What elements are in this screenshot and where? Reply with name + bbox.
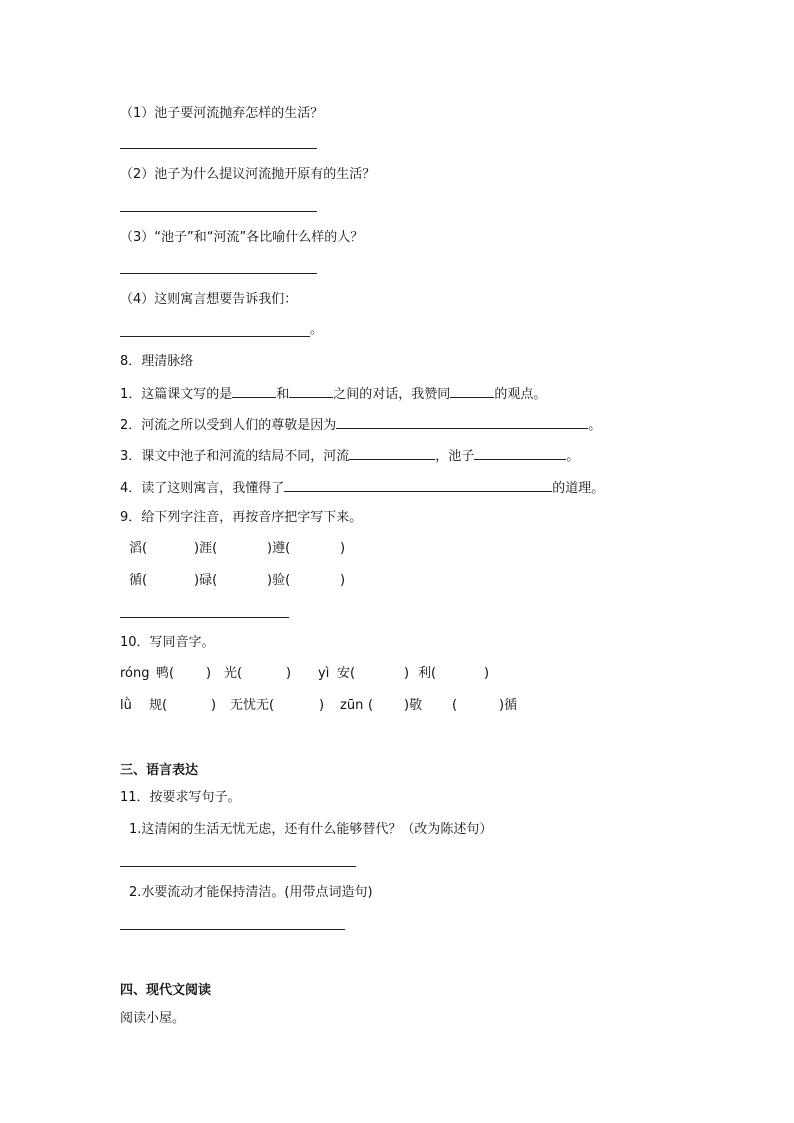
q10-r1-pinyin2: yì [318,666,330,681]
q10-r2-close2: ) [319,698,325,713]
q10-r2-close1: ) [211,698,217,713]
q10-r1-item1: 鸭( [156,666,175,681]
answer-line[interactable] [120,929,345,930]
q7-period: 。 [310,322,324,337]
q10-r1-item3: 安( [337,666,356,681]
answer-line[interactable] [120,866,356,867]
answer-line[interactable] [120,336,310,337]
q9-title: 9．给下列字注音，再按音序把字写下来。 [120,510,363,525]
q8-line4: 4．读了这则寓言，我懂得了 的道理。 [120,481,605,496]
q8-title: 8．理清脉络 [120,354,194,369]
section4-title: 四、现代文阅读 [120,983,212,998]
q9-row1-a: 滔( [129,541,148,556]
q10-r2-pinyin2: zūn [340,698,364,713]
answer-line[interactable] [120,273,317,274]
q9-row2-d: ) [340,573,346,588]
q10-r1-item4: 利( [418,666,437,681]
q10-r1-close4: ) [484,666,490,681]
blank[interactable] [474,447,566,460]
q11-title: 11．按要求写句子。 [120,790,241,805]
q9-row1-d: ) [340,541,346,556]
q9-row2-a: 循( [129,573,148,588]
q10-r2-close3: )敬 [404,698,423,713]
q10-r2-item1: 规( [149,698,168,713]
answer-line[interactable] [120,148,317,149]
blank[interactable] [232,385,276,398]
q10-r2-item4: ( [452,698,458,713]
q10-r2-pinyin1: lǜ [120,698,132,713]
section4-subtitle: 阅读小屋。 [120,1011,186,1026]
q10-title: 10．写同音字。 [120,635,215,650]
q10-r1-close1: ) [206,666,212,681]
q11-sentence1: 1.这清闲的生活无忧无虑，还有什么能够替代？（改为陈述句） [129,822,493,837]
q9-row2-b: )碌( [194,573,218,588]
q10-r1-close2: ) [286,666,292,681]
q8-line2: 2．河流之所以受到人们的尊敬是因为 。 [120,418,602,433]
blank[interactable] [349,447,435,460]
blank[interactable] [450,385,494,398]
q10-r1-pinyin1: róng [120,666,150,681]
answer-line[interactable] [120,617,289,618]
q9-row1-c: )遵( [267,541,291,556]
blank[interactable] [284,479,552,492]
q8-line1: 1．这篇课文写的是 和 之间的对话，我赞同 的观点。 [120,387,547,402]
q7-sub1: （1）池子要河流抛弃怎样的生活？ [120,106,324,121]
q9-row1-b: )涯( [194,541,218,556]
q10-r1-item2: 光( [224,666,243,681]
q7-sub3: （3）“池子”和“河流”各比喻什么样的人？ [120,230,364,245]
answer-line[interactable] [120,211,317,212]
section3-title: 三、语言表达 [120,763,199,778]
q8-line3: 3．课文中池子和河流的结局不同，河流 ，池子 。 [120,449,580,464]
blank[interactable] [336,416,588,429]
blank[interactable] [289,385,333,398]
q11-sentence2: 2.水要流动才能保持清洁。(用带点词造句) [129,885,373,900]
q10-r2-item2: 无忧无( [230,698,275,713]
q10-r2-item3: ( [368,698,374,713]
q10-r1-close3: ) [404,666,410,681]
q7-sub4: （4）这则寓言想要告诉我们： [120,292,298,307]
q7-sub2: （2）池子为什么提议河流抛开原有的生活？ [120,167,376,182]
q10-r2-close4: )循 [499,698,518,713]
q9-row2-c: )验( [267,573,291,588]
